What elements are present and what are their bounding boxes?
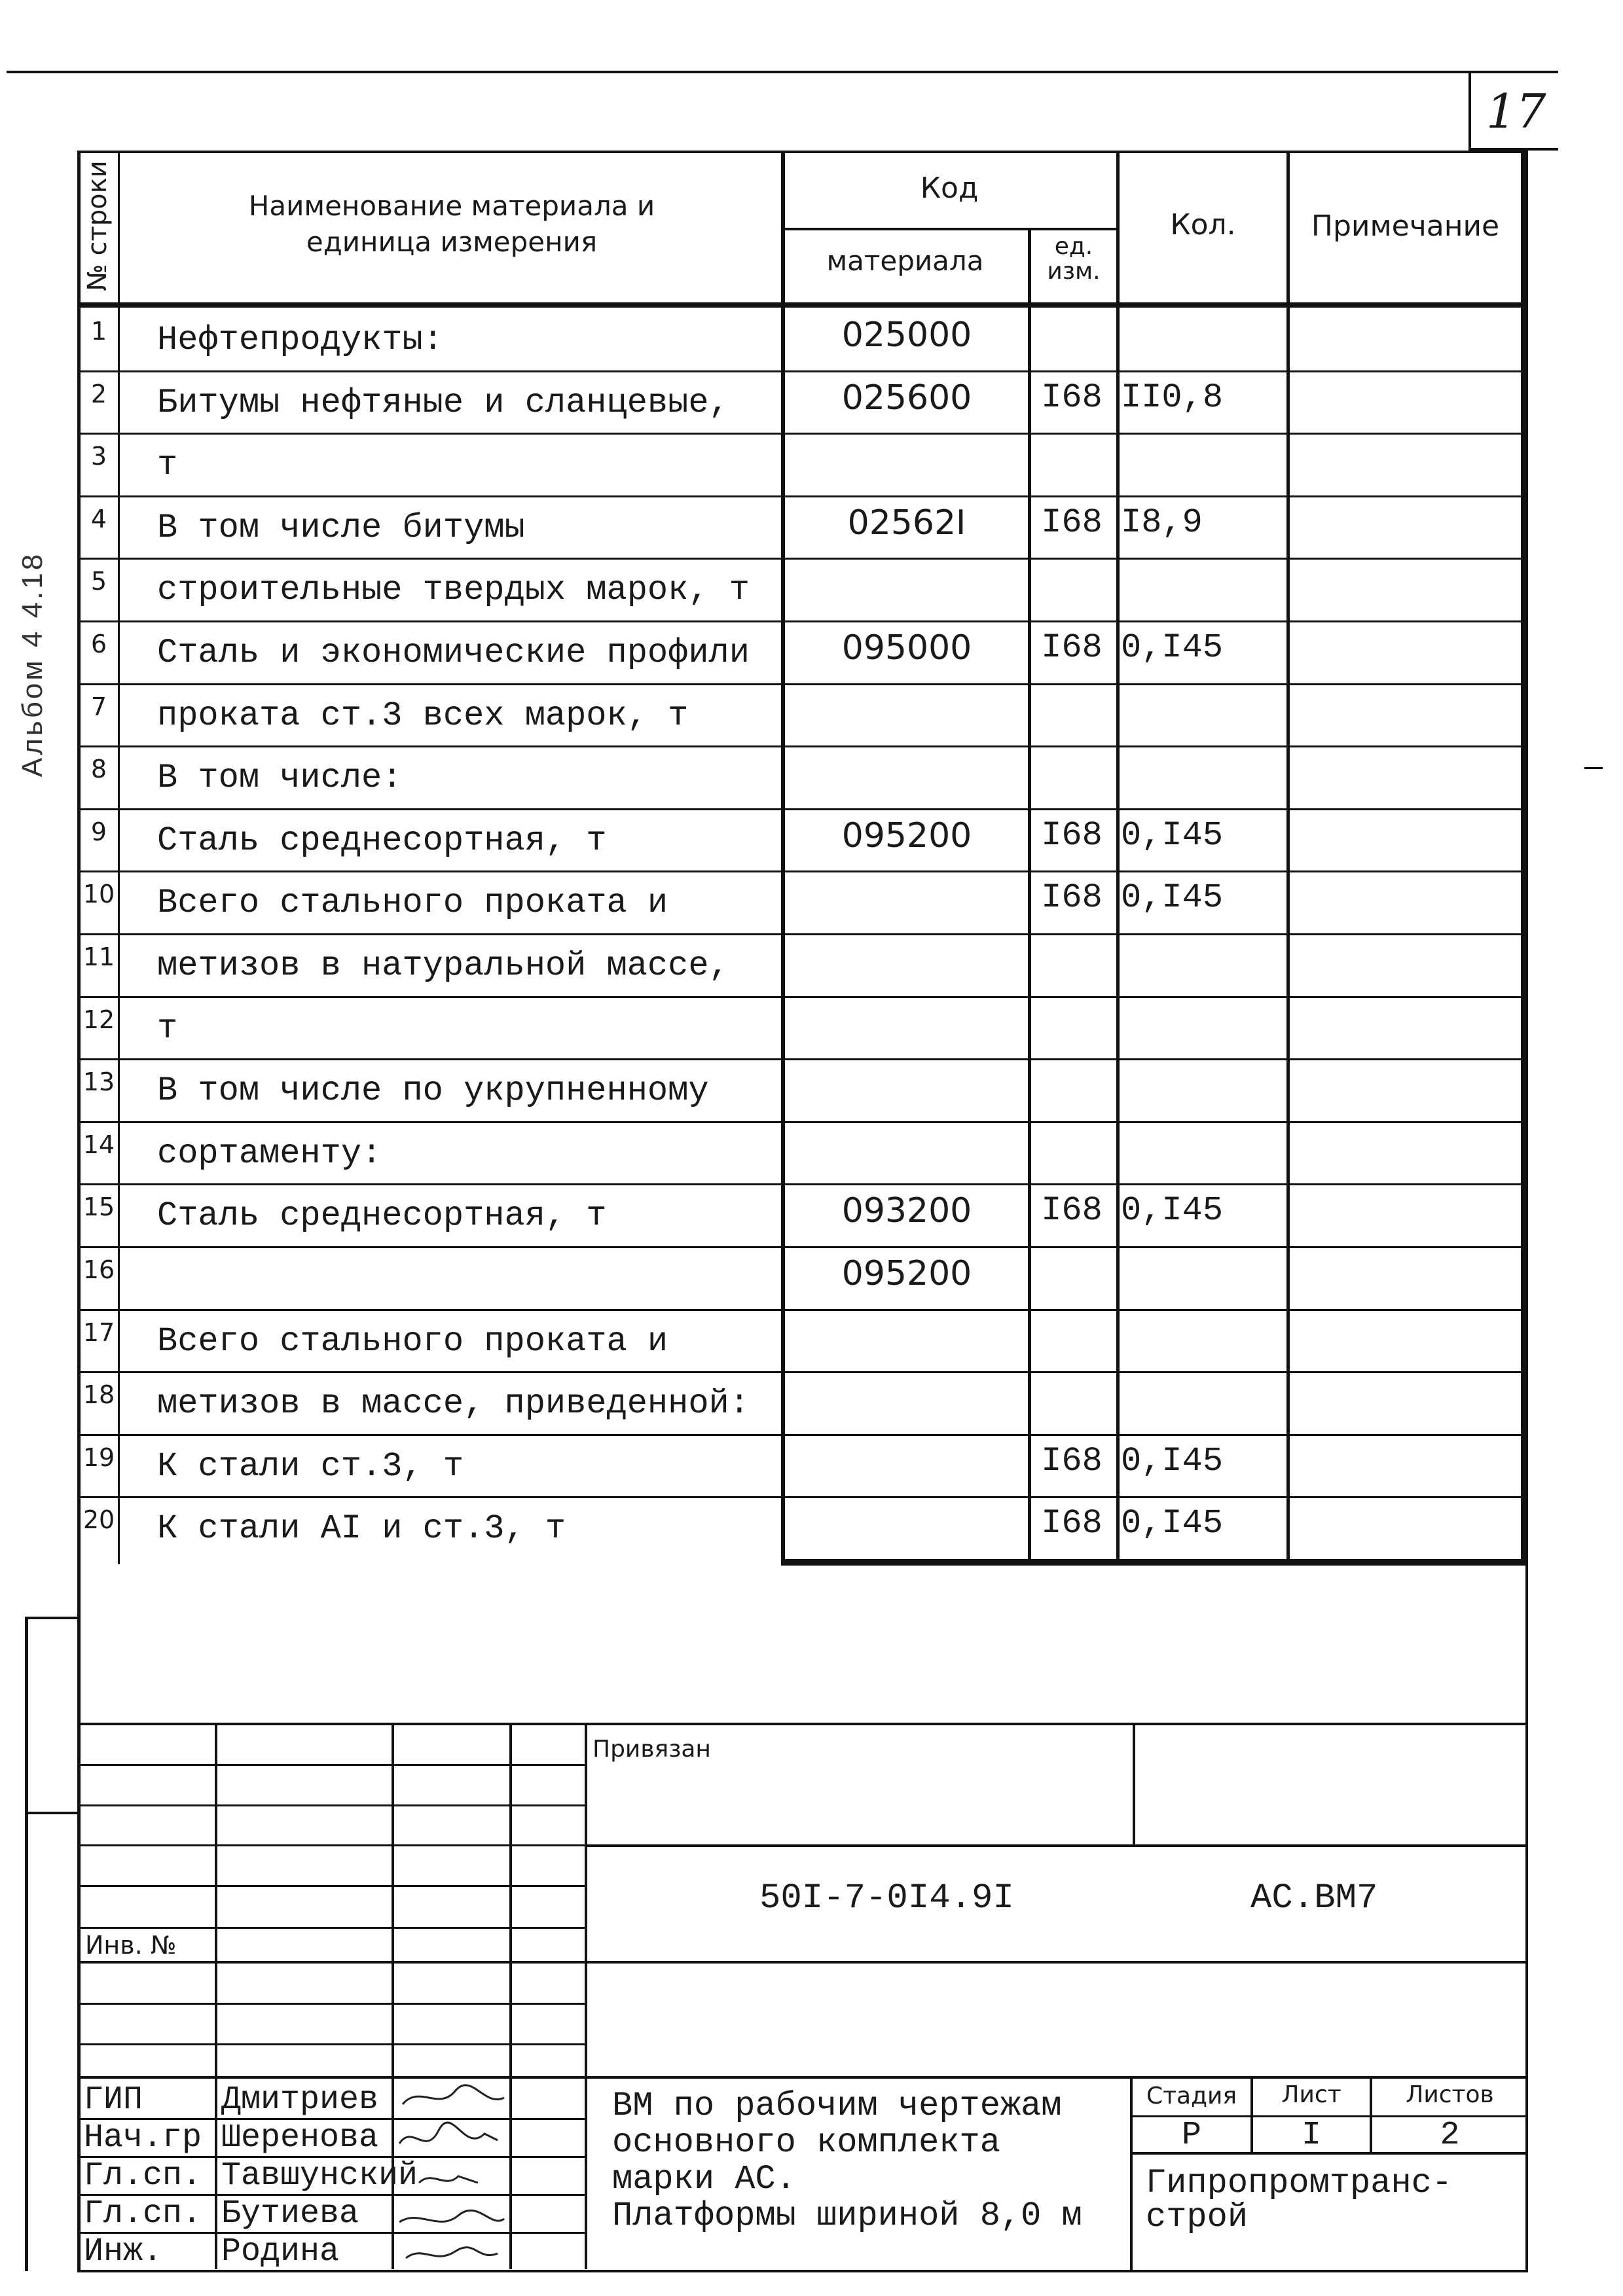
tb-top-rule xyxy=(77,1723,1527,1725)
row-number: 9 xyxy=(90,817,107,846)
row-rule xyxy=(77,370,1525,372)
sheets-value: 2 xyxy=(1440,2117,1460,2154)
signature-5 xyxy=(406,2248,498,2258)
material-name: метизов в массе, приведенной: xyxy=(157,1384,750,1424)
sheet-label: Лист xyxy=(1281,2081,1341,2108)
signature-1 xyxy=(403,2085,504,2104)
top-frame-line xyxy=(7,71,1558,73)
signature-2 xyxy=(399,2123,498,2144)
bound-label: Привязан xyxy=(593,1736,711,1763)
sheet-description xyxy=(612,2088,1082,2234)
material-name: т xyxy=(157,446,178,485)
header-code: Код xyxy=(920,171,979,205)
tb-bound-bottom xyxy=(585,1844,1527,1847)
material-name: строительные твердых марок, т xyxy=(157,571,750,610)
doc-number: 50I-7-0I4.9I xyxy=(759,1878,1014,1918)
material-code: 093200 xyxy=(841,1191,972,1231)
staff-role: Инж. xyxy=(84,2233,163,2270)
staff-name: Тавшунский xyxy=(221,2157,418,2195)
staff-name: Шеренова xyxy=(221,2119,379,2157)
material-name: метизов в натуральной массе, xyxy=(157,946,729,985)
row-rule xyxy=(77,1058,1525,1060)
row-number: 12 xyxy=(82,1005,115,1034)
quantity-value: 0,I45 xyxy=(1121,628,1224,667)
quantity-value: 0,I45 xyxy=(1121,1191,1224,1230)
row-number: 3 xyxy=(90,442,107,471)
material-code: 095000 xyxy=(841,628,972,668)
staff-name: Дмитриев xyxy=(221,2081,379,2119)
staff-role: Нач.гр xyxy=(84,2119,202,2157)
col-line-number xyxy=(118,151,120,1564)
material-name: Сталь среднесортная, т xyxy=(157,1196,607,1236)
row-number: 19 xyxy=(82,1443,115,1472)
unit-code: I68 xyxy=(1041,816,1103,855)
material-name: т xyxy=(157,1009,178,1048)
organization xyxy=(1146,2166,1452,2234)
binding-mid xyxy=(25,1812,80,1814)
row-number: 4 xyxy=(90,504,107,533)
binding-line xyxy=(25,1617,28,2271)
signature-3 xyxy=(419,2176,478,2183)
col-line-name xyxy=(781,151,785,1564)
binding-top xyxy=(25,1617,80,1619)
material-name: Сталь и экономические профили xyxy=(157,634,750,672)
header-name-line1: Наименование материала и xyxy=(248,190,655,222)
col-line-qty xyxy=(1286,151,1290,1564)
row-rule xyxy=(77,1496,1525,1498)
stage-value: Р xyxy=(1181,2117,1201,2154)
material-name: Нефтепродукты: xyxy=(157,321,443,359)
row-number: 6 xyxy=(90,630,107,658)
row-number: 14 xyxy=(82,1130,115,1159)
doc-mark: АС.ВМ7 xyxy=(1250,1878,1378,1918)
row-number: 2 xyxy=(90,379,107,408)
tb-row xyxy=(77,1927,587,1929)
material-name: К стали AI и ст.3, т xyxy=(157,1509,566,1549)
tb-row xyxy=(77,2003,587,2005)
material-name: В том числе: xyxy=(157,759,403,798)
margin-mark xyxy=(1584,767,1603,769)
staff-name: Родина xyxy=(221,2233,340,2270)
row-number: 7 xyxy=(90,692,107,721)
table-body-bottom-bold xyxy=(781,1559,1527,1566)
signatures xyxy=(393,2078,511,2268)
header-code-unit-line2: изм. xyxy=(1047,258,1101,285)
unit-code: I68 xyxy=(1041,378,1103,417)
row-rule xyxy=(77,433,1525,435)
row-rule xyxy=(77,1309,1525,1311)
row-number: 17 xyxy=(82,1318,115,1347)
sheet-value: I xyxy=(1301,2117,1321,2154)
description-line: марки АС. xyxy=(612,2160,796,2198)
row-rule xyxy=(77,495,1525,497)
quantity-value: 0,I45 xyxy=(1121,1504,1224,1543)
signature-4 xyxy=(399,2210,504,2222)
row-rule xyxy=(77,870,1525,872)
material-code: 025600 xyxy=(841,378,972,418)
row-rule xyxy=(77,933,1525,935)
inv-label: Инв. № xyxy=(85,1931,177,1960)
description-line: ВМ по рабочим чертежам xyxy=(612,2087,1062,2125)
page-number-divider xyxy=(1468,71,1471,149)
material-code: 095200 xyxy=(841,1254,972,1293)
row-number: 13 xyxy=(82,1067,115,1097)
tb-row xyxy=(77,1804,587,1806)
organization-line2: строй xyxy=(1146,2198,1249,2236)
side-note: Альбом 4 4.18 xyxy=(16,551,48,778)
row-rule xyxy=(77,1434,1525,1436)
staff-role: ГИП xyxy=(84,2081,143,2119)
staff-name: Бутиева xyxy=(221,2195,359,2233)
table-top-border xyxy=(77,151,1528,153)
row-rule xyxy=(77,1371,1525,1373)
row-number: 11 xyxy=(82,942,115,971)
header-row-number: № строки xyxy=(82,160,113,291)
tb-row-inv xyxy=(77,1961,1527,1964)
material-name: Всего стального проката и xyxy=(157,884,668,923)
row-number: 15 xyxy=(82,1193,115,1222)
row-rule xyxy=(77,808,1525,810)
material-code: 095200 xyxy=(841,816,972,855)
unit-code: I68 xyxy=(1041,878,1103,918)
material-name: К стали ст.3, т xyxy=(157,1446,464,1486)
code-header-rule xyxy=(781,228,1118,230)
row-rule xyxy=(77,745,1525,747)
row-number: 8 xyxy=(90,755,107,784)
quantity-value: 0,I45 xyxy=(1121,1441,1224,1480)
quantity-value: I8,9 xyxy=(1121,503,1203,542)
description-line: основного комплекта xyxy=(612,2123,1000,2162)
col-line-note-bold xyxy=(1521,151,1527,1564)
row-rule xyxy=(77,683,1525,685)
header-bottom-rule xyxy=(77,302,1527,308)
unit-code: I68 xyxy=(1041,1504,1103,1543)
header-code-material: материала xyxy=(826,245,984,277)
material-name: сортаменту: xyxy=(157,1134,382,1173)
header-code-unit-line1: ед. xyxy=(1054,233,1093,260)
header-code-unit xyxy=(1031,234,1116,284)
row-rule xyxy=(77,620,1525,622)
row-rule xyxy=(77,996,1525,998)
row-number: 16 xyxy=(82,1255,115,1284)
row-rule xyxy=(77,1246,1525,1248)
header-note: Примечание xyxy=(1311,209,1500,243)
tb-row xyxy=(77,1885,587,1887)
tb-row-staff-top xyxy=(77,2076,1527,2079)
description-line: Платформы шириной 8,0 м xyxy=(612,2197,1082,2235)
staff-role: Гл.сп. xyxy=(84,2157,202,2195)
material-name: В том числе по укрупненному xyxy=(157,1071,709,1111)
unit-code: I68 xyxy=(1041,1191,1103,1230)
unit-code: I68 xyxy=(1041,503,1103,542)
material-name: Битумы нефтяные и сланцевые, xyxy=(157,383,729,422)
material-code: 02562I xyxy=(847,503,966,543)
row-number: 18 xyxy=(82,1380,115,1410)
row-rule xyxy=(77,558,1525,560)
row-number: 20 xyxy=(82,1505,115,1535)
organization-line1: Гипропромтранс- xyxy=(1146,2164,1453,2202)
page-number: 17 xyxy=(1486,84,1546,139)
row-number: 5 xyxy=(90,567,107,596)
row-rule xyxy=(77,1183,1525,1185)
material-name: Всего стального проката и xyxy=(157,1321,668,1361)
tb-bound-divider xyxy=(1133,1723,1135,1846)
material-name: проката ст.3 всех марок, т xyxy=(157,696,689,735)
quantity-value: II0,8 xyxy=(1121,378,1224,417)
tb-row xyxy=(77,1764,587,1766)
material-name: Сталь среднесортная, т xyxy=(157,821,607,860)
material-code: 025000 xyxy=(841,315,972,355)
col-line-unit xyxy=(1116,151,1120,1564)
quantity-value: 0,I45 xyxy=(1121,816,1224,855)
header-quantity: Кол. xyxy=(1170,208,1236,242)
unit-code: I68 xyxy=(1041,628,1103,667)
quantity-value: 0,I45 xyxy=(1121,878,1224,918)
unit-code: I68 xyxy=(1041,1441,1103,1480)
row-number: 1 xyxy=(90,317,107,346)
row-rule xyxy=(77,1121,1525,1123)
sheets-label: Листов xyxy=(1406,2081,1494,2108)
header-name-line2: единица измерения xyxy=(306,226,598,258)
material-name: В том числе битумы xyxy=(157,508,525,547)
tb-row xyxy=(77,1844,587,1846)
row-number: 10 xyxy=(82,880,115,909)
staff-role: Гл.сп. xyxy=(84,2195,202,2233)
tb-row xyxy=(77,2043,587,2045)
stage-label: Стадия xyxy=(1146,2083,1237,2109)
